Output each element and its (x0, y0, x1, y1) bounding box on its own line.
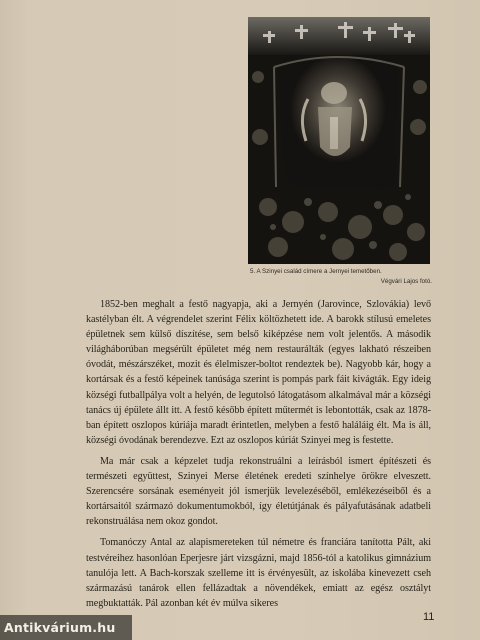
body-text (86, 297, 431, 611)
watermark-logo: Antikvárium.hu (0, 615, 132, 640)
paragraph: Tomanóczy Antal az alapismereteken túl németre és franciára tanította Pált, aki testvéreihez hasonlóan Eperjesre járt vizsgázni, majd 1856-tól a katolikus gimnázium tanulója lett. A Bach-korszak szelleme itt is érvényesült, az iskolába kinevezett cseh származású tanárok ellen fellázadtak a növendékek, emiatt az egész osztályt megbuktatták. Pál azonban két év múlva sikeres (86, 537, 431, 609)
photo-credit: Végvári Lajos fotó. (380, 278, 432, 285)
crest-photo-image (248, 17, 430, 264)
paragraph: 1852-ben meghalt a festő nagyapja, aki a Jernyén (Jarovince, Szlovákia) levő kastélyban élt. A végrendelet szerint Félix költözhetett ide. A barokk stílusú emeletes épületnek sem külső díszítése, sem belső kiképzése nem volt jelentős. A második világháborúban megsérült épületet még nem restaurálták (egyes lakható részeiben óvodát, mészárszéket, mozit és élelmiszer-boltot rendeztek be). Nagyobb kár, hogy a kortársak és a festő képeinek tanúsága szerint is pompás park fáit kivágták. Egy ideig községi futballpálya volt a helyén, de legutolsó látogatásom alkalmával már a községi tanács új épülete állt itt. A festő később épített műtermét is lebontották, csak az 1878-ban épített oszlopos kúriája maradt érintetlen, melyben a festő haláláig élt. Ma is áll, községi óvodának berendezve. Ezt az oszlopos kúriát Szinyei meg is festette. (86, 299, 431, 446)
paragraph: Ma már csak a képzelet tudja rekonstruálni a leírásból ismert építészeti és természeti együttest, Szinyei Merse életének eredeti színhelye örökre elveszett. Szerencsére sorsának eseményeit jól ismerjük levelezéséből, emlékezéseiből és a kortársaitól származó dokumentumokból, így életútjának és pályafutásának adatbeli rekonstruálása nem okoz gondot. (86, 455, 431, 528)
figure-caption (250, 267, 432, 287)
page-number: 11 (423, 611, 435, 623)
caption-text: 5. A Szinyei család címere a Jernyei temetőben. (250, 268, 382, 275)
photo-family-crest-grave (248, 17, 430, 264)
